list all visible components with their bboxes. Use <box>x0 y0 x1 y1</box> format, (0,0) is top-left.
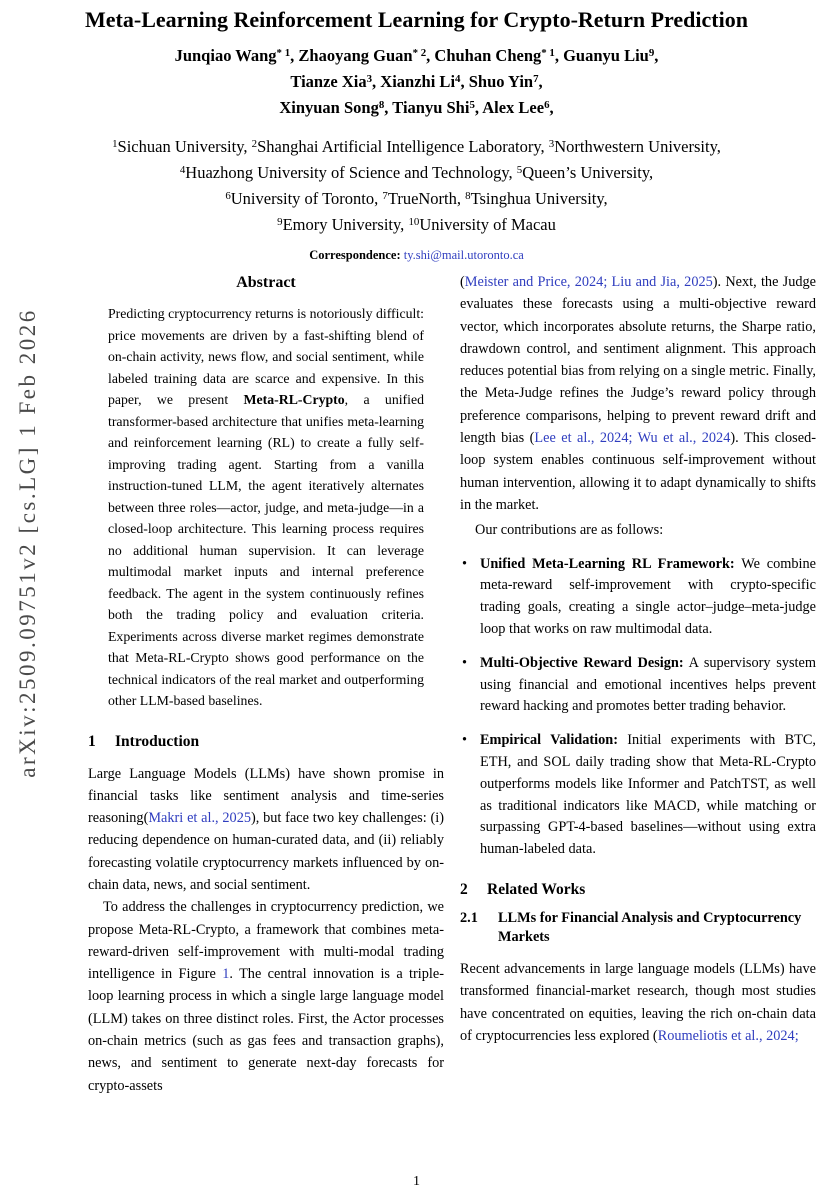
section-1-title: Introduction <box>115 732 200 750</box>
text-segment: , <box>654 46 659 65</box>
superscript-text: 4 <box>179 164 186 177</box>
right-column <box>460 271 816 1191</box>
text-segment: Empirical Validation: <box>480 732 618 749</box>
text-segment: , a unified transformer-based architecture that unifies meta-learning and reinforcement learning (RL) to create a fully self-improving trading agent. Starting from a vanilla instruction-tuned LLM, the agent iteratively alternates between three roles—actor, judge, and meta-judge—in a closed-loop architecture. This learning process requires no additional human supervision. It can leverage multimodal market inputs and internal preference feedback. The agent in the system continuously refines both the trading policy and evaluation criteria. Experiments across diverse market regimes demonstrate that Meta-RL-Crypto shows good performance on the technical indicators of the real market and outperforming other LLM-based baselines. <box>108 392 424 708</box>
text-segment: , Tianyu Shi <box>384 98 470 117</box>
superscript-text: 4 <box>455 73 461 86</box>
superscript-text: * 1 <box>541 47 555 60</box>
superscript-text: 3 <box>366 73 373 86</box>
text-segment: Sichuan University, <box>117 137 252 156</box>
section-1-number: 1 <box>88 732 96 750</box>
email-link[interactable]: ty.shi@mail.utoronto.ca <box>403 248 524 262</box>
contribution-item-2 <box>460 653 816 718</box>
arxiv-watermark: arXiv:2509.09751v2 [cs.LG] 1 Feb 2026 <box>15 308 40 778</box>
paper-header <box>0 0 833 263</box>
figure-reference-link[interactable]: 1 <box>222 966 230 983</box>
correspondence-line <box>0 248 833 263</box>
affiliation-line-1 <box>0 135 833 161</box>
text-segment: Large Language Models (LLMs) have shown promise in financial tasks like sentiment analysis and time-series reasoning( <box>88 765 444 827</box>
section-2-title: Related Works <box>487 880 586 898</box>
superscript-text: 6 <box>544 99 550 112</box>
author-list <box>0 44 833 122</box>
text-segment: ). Next, the Judge evaluates these forecasts using a multi-objective reward vector, which incorporates absolute returns, the Sharpe ratio, drawdown control, and sentiment alignment. This approach reduces potential bias from relying on a single metric. Finally, the Meta-Judge refines the Judge’s reward policy through preference comparisons, helping to prevent reward drift and length bias ( <box>460 274 816 447</box>
superscript-text: * 1 <box>276 47 291 60</box>
superscript-text: 1 <box>112 138 118 151</box>
author-line-2 <box>0 70 833 96</box>
text-segment: , Chuhan Cheng <box>426 46 542 65</box>
intro-paragraph-continuation <box>460 271 816 516</box>
section-1-heading <box>88 733 444 751</box>
text-segment: Initial experiments with BTC, ETH, and SOL daily trading show that Meta-RL-Crypto outperforms models like Informer and PatchTST, as well as traditional indicators like MACD, while matching or surpassing GPT-4-based baselines—without using extra human-labeled data. <box>480 732 816 858</box>
text-segment: , <box>538 72 543 91</box>
section-2-number: 2 <box>460 880 468 898</box>
text-segment: TrueNorth, <box>387 189 466 208</box>
superscript-text: 9 <box>648 47 655 60</box>
superscript-text: 2 <box>251 138 258 151</box>
author-line-1 <box>0 44 833 70</box>
text-segment: Recent advancements in large language models (LLMs) have transformed financial-market research, though most studies have concentrated on equities, leaving the rich on-chain data of cryptocurrencies less explored ( <box>460 960 816 1044</box>
superscript-text: 3 <box>548 138 555 151</box>
text-segment: ). This closed-loop system enables continuous self-improvement without human intervention, allowing it to adapt dynamically to shifts in the market. <box>460 430 816 513</box>
subsection-2-1-title: LLMs for Financial Analysis and Cryptocurrency Markets <box>498 909 802 946</box>
superscript-text: 5 <box>469 99 475 112</box>
subsection-2-1-number: 2.1 <box>460 909 478 926</box>
text-segment: We combine meta-reward self-improvement with crypto-specific trading goals, creating a single actor–judge–meta-judge loop that works on raw multimodal data. <box>480 555 816 637</box>
text-segment: Predicting cryptocurrency returns is notoriously difficult: price movements are driven by a fast-shifting blend of on-chain activity, news flow, and social sentiment, while labeled training data are scarce and expensive. In this paper, we present <box>108 306 424 407</box>
text-segment: , Shuo Yin <box>460 72 534 91</box>
two-column-body <box>88 271 833 1191</box>
text-segment: , Xianzhi Li <box>372 72 456 91</box>
left-column <box>88 271 444 1191</box>
contribution-text-1 <box>480 554 816 641</box>
text-segment: Tsinghua University, <box>470 189 608 208</box>
intro-paragraph-2 <box>88 896 444 1097</box>
contributions-lead <box>460 519 816 541</box>
superscript-text: 7 <box>533 73 539 86</box>
text-segment: , Guanyu Liu <box>554 46 649 65</box>
page-number: 1 <box>413 1174 420 1189</box>
superscript-text: 10 <box>408 216 420 229</box>
citation-link[interactable]: Makri et al., 2025 <box>148 810 252 827</box>
citation-link[interactable]: Roumeliotis et al., 2024; <box>657 1027 799 1044</box>
superscript-text: * 2 <box>412 47 427 60</box>
superscript-text: 8 <box>378 99 385 112</box>
text-segment: , Alex Lee <box>474 98 545 117</box>
text-segment: Northwestern University, <box>554 137 721 156</box>
text-segment: Junqiao Wang <box>174 46 277 65</box>
affiliation-line-2 <box>0 161 833 187</box>
text-segment: University of Macau <box>419 215 556 234</box>
bullet-icon: • <box>462 555 468 572</box>
text-segment: . The central innovation is a triple-loop learning process in which a single large language model (LLM) takes on three distinct roles. First, the Actor processes on-chain metrics (such as gas fees and transaction graphs), news, and sentiment to generate next-day forecasts for crypto-assets <box>88 966 444 1094</box>
superscript-text: 7 <box>382 190 388 203</box>
text-segment: Emory University, <box>282 215 409 234</box>
text-segment: Huazhong University of Science and Technology, <box>185 163 517 182</box>
bullet-icon: • <box>462 654 468 671</box>
abstract-section <box>88 274 444 712</box>
text-segment: Tianze Xia <box>290 72 367 91</box>
related-works-paragraph <box>460 958 816 1047</box>
author-line-3 <box>0 96 833 122</box>
text-segment: Shanghai Artificial Intelligence Laboratory, <box>257 137 549 156</box>
citation-link[interactable]: Meister and Price, 2024; Liu and Jia, 2025 <box>464 274 713 290</box>
contributions-list <box>460 554 816 861</box>
contribution-text-3 <box>480 730 816 861</box>
affiliation-line-4 <box>0 213 833 239</box>
abstract-heading: Abstract <box>236 274 296 291</box>
text-segment: A supervisory system using financial and emotional incentives helps prevent reward hacking and promotes better trading behavior. <box>480 654 816 715</box>
abstract-body <box>88 303 444 712</box>
text-segment: Correspondence: <box>309 248 404 262</box>
paper-title: Meta-Learning Reinforcement Learning for Crypto-Return Prediction <box>85 7 748 32</box>
text-segment: Our contributions are as follows: <box>475 522 664 539</box>
text-segment: ( <box>460 274 465 290</box>
intro-paragraph-1 <box>88 763 444 897</box>
text-segment: ), but face two key challenges: (i) reducing dependence on human-curated data, and (ii) reliably forecasting volatile cryptocurrency markets influenced by on-chain data, news, and social sentiment. <box>88 810 444 893</box>
contribution-item-1 <box>460 554 816 641</box>
text-segment: Unified Meta-Learning RL Framework: <box>480 555 735 572</box>
affiliation-list <box>0 135 833 239</box>
text-segment: Multi-Objective Reward Design: <box>480 654 684 671</box>
superscript-text: 6 <box>225 190 231 203</box>
superscript-text: 5 <box>516 164 523 177</box>
contribution-text-2 <box>480 653 816 718</box>
text-segment: , Zhaoyang Guan <box>290 46 413 65</box>
text-segment: To address the challenges in cryptocurrency prediction, we propose Meta-RL-Crypto, a framework that combines meta-reward-driven self-improvement with multi-modal trading intelligence in Figure <box>88 899 444 983</box>
text-segment: University of Toronto, <box>230 189 383 208</box>
page-footer <box>0 1174 833 1190</box>
text-segment: Meta-RL-Crypto <box>243 392 345 407</box>
superscript-text: 9 <box>277 216 283 229</box>
subsection-2-1-heading <box>460 909 816 948</box>
text-segment: Queen’s University, <box>522 163 654 182</box>
text-segment: , <box>549 98 554 117</box>
section-2-heading <box>460 881 816 899</box>
bullet-icon: • <box>462 732 468 749</box>
superscript-text: 8 <box>465 190 471 203</box>
contribution-item-3 <box>460 730 816 861</box>
citation-link[interactable]: Lee et al., 2024; Wu et al., 2024 <box>534 430 731 447</box>
text-segment: Xinyuan Song <box>279 98 379 117</box>
affiliation-line-3 <box>0 187 833 213</box>
